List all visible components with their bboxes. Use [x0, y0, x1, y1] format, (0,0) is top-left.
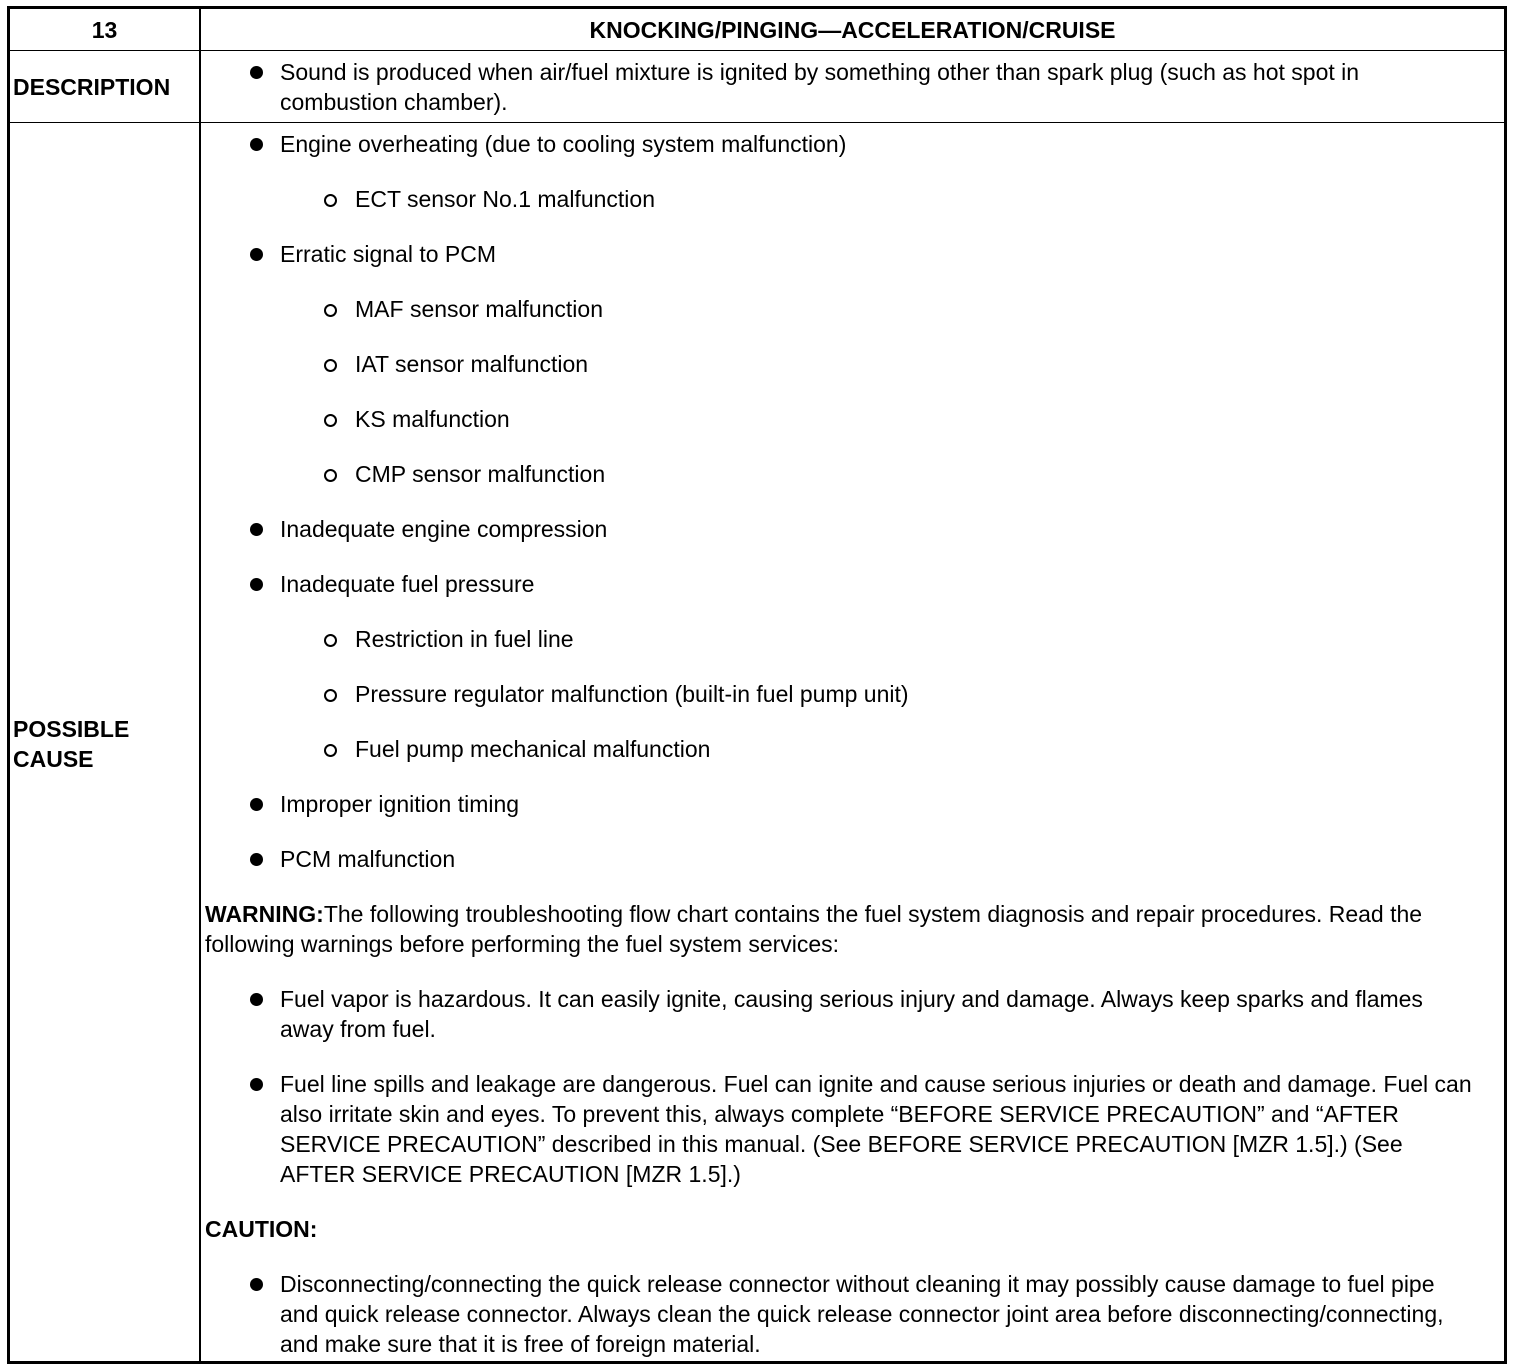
cause-item: Improper ignition timing	[280, 789, 1476, 819]
bullet-dot-icon	[250, 1078, 263, 1091]
description-item: Sound is produced when air/fuel mixture is ignited by something other than spark plug (such as hot spot in combustion chamber).	[280, 57, 1476, 117]
cause-item: Inadequate fuel pressure	[280, 569, 1476, 599]
warning-label: WARNING:	[205, 901, 324, 927]
row-divider	[10, 50, 1504, 51]
possible-cause-label-line: CAUSE	[13, 746, 94, 772]
bullet-dot-icon	[250, 853, 263, 866]
warning-paragraph	[205, 899, 1488, 959]
possible-cause-label	[13, 714, 129, 774]
cause-subitem: Fuel pump mechanical malfunction	[355, 734, 1476, 764]
bullet-circle-icon	[324, 744, 337, 757]
cause-subitem: Pressure regulator malfunction (built-in fuel pump unit)	[355, 679, 1476, 709]
cause-subitem: MAF sensor malfunction	[355, 294, 1476, 324]
bullet-circle-icon	[324, 414, 337, 427]
possible-cause-label-line: POSSIBLE	[13, 716, 130, 742]
cause-item: Engine overheating (due to cooling system malfunction)	[280, 129, 1476, 159]
bullet-dot-icon	[250, 66, 263, 79]
cause-subitem: Restriction in fuel line	[355, 624, 1476, 654]
bullet-dot-icon	[250, 248, 263, 261]
bullet-circle-icon	[324, 194, 337, 207]
cause-item: Inadequate engine compression	[280, 514, 1476, 544]
cause-item: PCM malfunction	[280, 844, 1476, 874]
cause-subitem: KS malfunction	[355, 404, 1476, 434]
bullet-dot-icon	[250, 578, 263, 591]
bullet-dot-icon	[250, 993, 263, 1006]
bullet-circle-icon	[324, 359, 337, 372]
bullet-dot-icon	[250, 523, 263, 536]
cause-subitem: CMP sensor malfunction	[355, 459, 1476, 489]
bullet-dot-icon	[250, 138, 263, 151]
cause-subitem: IAT sensor malfunction	[355, 349, 1476, 379]
bullet-circle-icon	[324, 634, 337, 647]
description-label: DESCRIPTION	[13, 74, 171, 100]
caution-paragraph	[205, 1214, 1488, 1244]
bullet-dot-icon	[250, 1278, 263, 1291]
cause-item: Erratic signal to PCM	[280, 239, 1476, 269]
warning-item: Fuel vapor is hazardous. It can easily ignite, causing serious injury and damage. Always keep sparks and flames away from fuel.	[280, 984, 1476, 1044]
column-divider	[199, 9, 201, 1361]
caution-label: CAUTION:	[205, 1216, 318, 1242]
bullet-circle-icon	[324, 304, 337, 317]
warning-item: Fuel line spills and leakage are dangerous. Fuel can ignite and cause serious injuries or death and damage. Fuel can also irritate skin and eyes. To prevent this, always complete “BEFORE SERVICE PRECAUTION” and “AFTER SERVICE PRECAUTION” described in this manual. (See BEFORE SERVICE PRECAUTION [MZR 1.5].) (See AFTER SERVICE PRECAUTION [MZR 1.5].)	[280, 1069, 1476, 1189]
cause-subitem: ECT sensor No.1 malfunction	[355, 184, 1476, 214]
header-number: 13	[91, 17, 118, 43]
caution-item: Disconnecting/connecting the quick release connector without cleaning it may possibly cause damage to fuel pipe and quick release connector. Always clean the quick release connector joint area before disconnecting/connecting, and make sure that it is free of foreign material.	[280, 1269, 1476, 1359]
warning-text: The following troubleshooting flow chart contains the fuel system diagnosis and repair procedures. Read the following warnings before performing the fuel system services:	[205, 901, 1423, 957]
bullet-dot-icon	[250, 798, 263, 811]
troubleshooting-table	[7, 6, 1507, 1364]
header-title: KNOCKING/PINGING—ACCELERATION/CRUISE	[589, 17, 1116, 43]
bullet-circle-icon	[324, 689, 337, 702]
row-divider	[10, 122, 1504, 123]
bullet-circle-icon	[324, 469, 337, 482]
